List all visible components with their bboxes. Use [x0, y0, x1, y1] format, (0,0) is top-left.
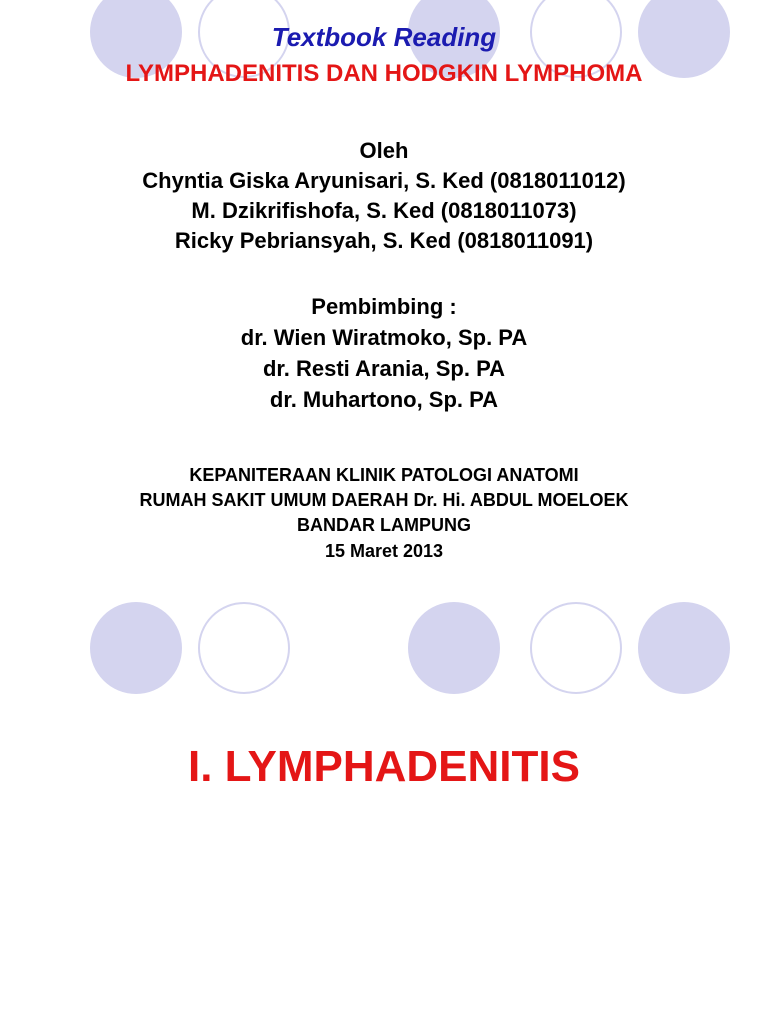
institution-line: KEPANITERAAN KLINIK PATOLOGI ANATOMI: [189, 465, 579, 485]
decorative-circle: [198, 602, 290, 694]
supervisors-heading: Pembimbing :: [311, 294, 457, 319]
institution-line: RUMAH SAKIT UMUM DAERAH Dr. Hi. ABDUL MOELOEK: [139, 490, 629, 510]
slide-title: LYMPHADENITIS DAN HODGKIN LYMPHOMA: [125, 60, 643, 87]
decorative-circle: [530, 602, 622, 694]
author-name: Chyntia Giska Aryunisari, S. Ked (0818011012): [142, 168, 626, 193]
supervisor-name: dr. Wien Wiratmoko, Sp. PA: [240, 325, 528, 350]
decorative-circle: [638, 602, 730, 694]
decorative-circle: [408, 602, 500, 694]
slide-subtitle: Textbook Reading: [271, 22, 497, 52]
author-name: M. Dzikrifishofa, S. Ked (0818011073): [191, 198, 577, 223]
supervisor-name: dr. Muhartono, Sp. PA: [269, 387, 499, 412]
supervisor-name: dr. Resti Arania, Sp. PA: [262, 356, 506, 381]
author-name: Ricky Pebriansyah, S. Ked (0818011091): [174, 228, 594, 253]
institution-line: BANDAR LAMPUNG: [297, 515, 471, 535]
authors-heading: Oleh: [359, 138, 409, 163]
presentation-date: 15 Maret 2013: [324, 541, 444, 561]
decorative-circle: [90, 602, 182, 694]
section-heading: I. LYMPHADENITIS: [188, 742, 580, 791]
